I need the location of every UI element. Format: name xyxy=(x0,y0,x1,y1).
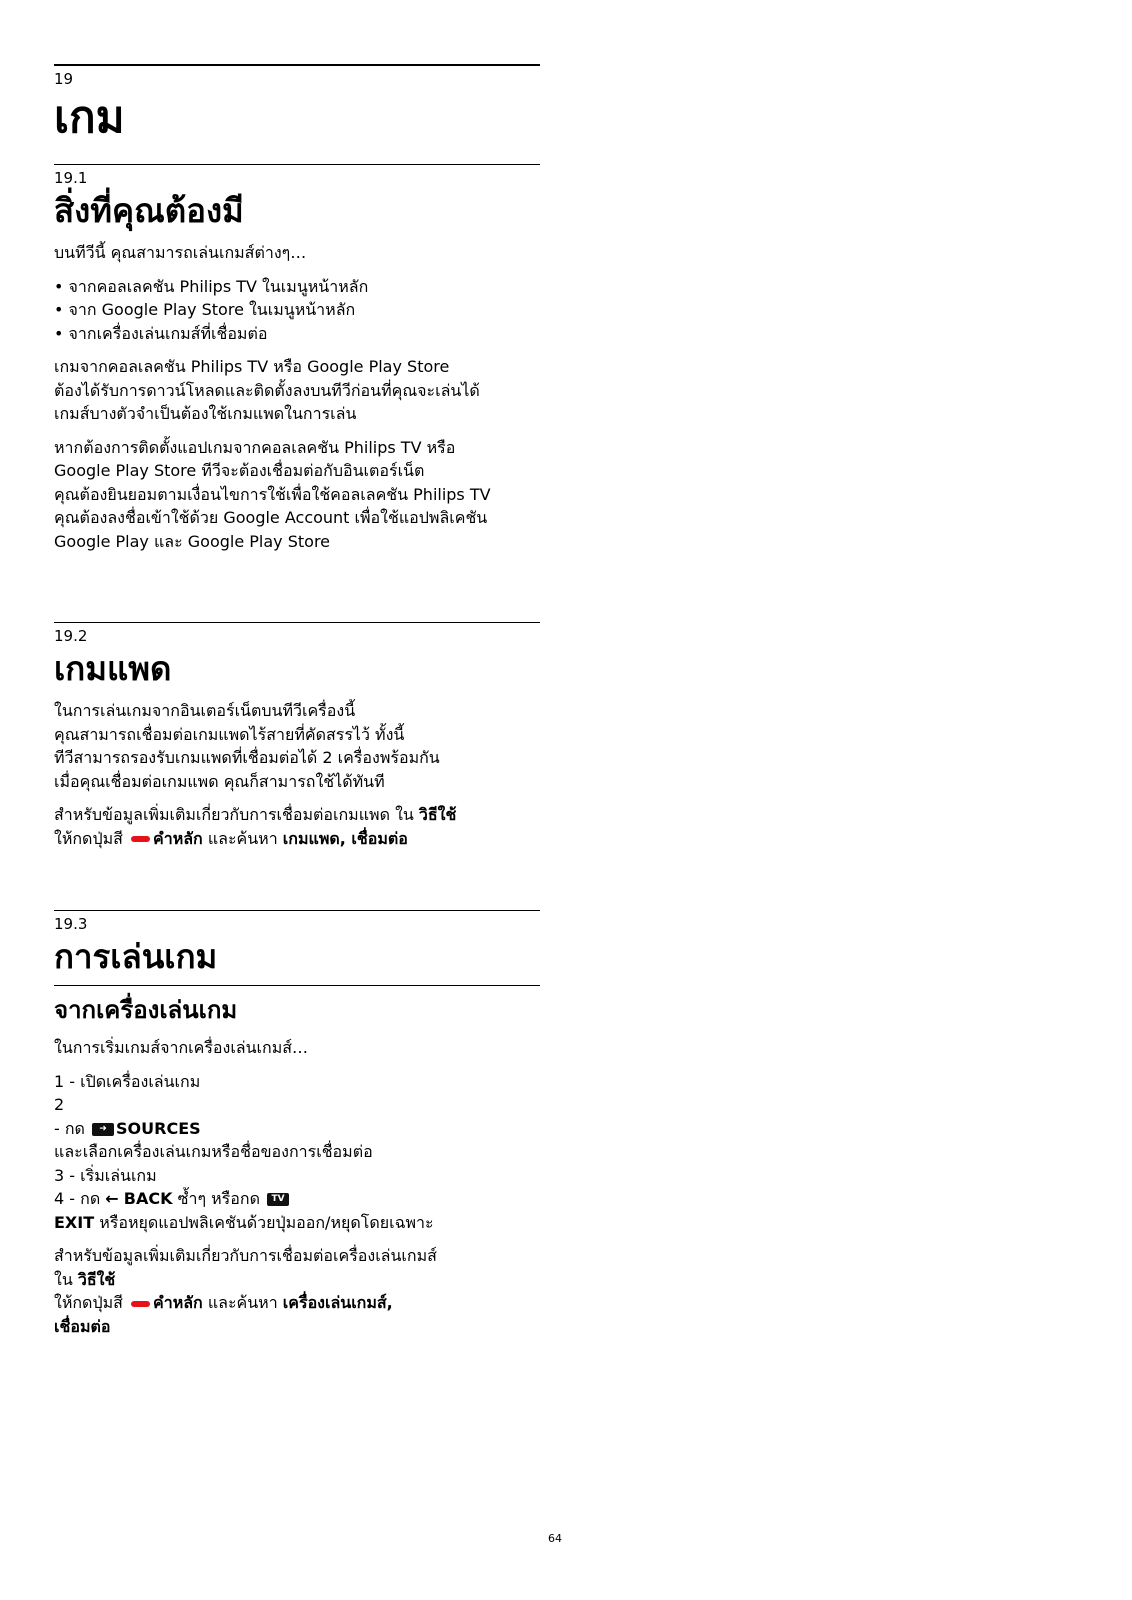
exit-key-label: EXIT xyxy=(54,1212,95,1232)
paragraph-line: คุณต้องยินยอมตามเงื่อนไขการใช้เพื่อใช้คอลเลคชัน Philips TV xyxy=(54,484,491,504)
help-line xyxy=(54,827,540,851)
step-text: 4 - กด xyxy=(54,1189,106,1208)
help-text: ให้กดปุ่มสี xyxy=(54,1293,128,1312)
back-key-label: BACK xyxy=(123,1189,173,1208)
intro-text: บนทีวีนี้ คุณสามารถเล่นเกมส์ต่างๆ… xyxy=(54,243,307,262)
list-item: • จาก Google Play Store ในเมนูหน้าหลัก xyxy=(54,300,356,319)
keyword-term: เชื่อมต่อ xyxy=(54,1316,111,1336)
help-line xyxy=(54,1291,540,1315)
section-number: 19.1 xyxy=(54,169,88,187)
step-text: - กด xyxy=(54,1118,91,1138)
back-arrow-icon: ← xyxy=(105,1189,119,1208)
section-title: การเล่นเกม xyxy=(54,937,218,976)
paragraph-line: ทีวีสามารถรองรับเกมแพดที่เชื่อมต่อได้ 2 เครื่องพร้อมกัน xyxy=(54,748,440,767)
page-number: 64 xyxy=(548,1532,562,1545)
help-text: ให้กดปุ่มสี xyxy=(54,828,128,848)
list-item: • จากเครื่องเล่นเกมส์ที่เชื่อมต่อ xyxy=(54,323,268,343)
section-19-3 xyxy=(54,910,540,1338)
section-title: เกมแพด xyxy=(54,649,172,688)
step-2-number: 2 xyxy=(54,1095,65,1114)
divider xyxy=(54,985,540,986)
section-19-2 xyxy=(54,622,540,850)
step-4-cont xyxy=(54,1211,540,1235)
step-1: 1 - เปิดเครื่องเล่นเกม xyxy=(54,1071,201,1091)
step-3: 3 - เริ่มเล่นเกม xyxy=(54,1165,157,1185)
help-line: สำหรับข้อมูลเพิ่มเติมเกี่ยวกับการเชื่อมต่อเครื่องเล่นเกมส์ xyxy=(54,1246,437,1265)
step-text: หรือหยุดแอปพลิเคชันด้วยปุ่มออก/หยุดโดยเฉพาะ xyxy=(94,1212,434,1232)
help-line xyxy=(54,1268,540,1292)
keyword-label: คำหลัก xyxy=(153,1293,203,1312)
divider xyxy=(54,164,540,165)
step-2-cont: และเลือกเครื่องเล่นเกมหรือชื่อของการเชื่อมต่อ xyxy=(54,1142,373,1161)
help-text: สำหรับข้อมูลเพิ่มเติมเกี่ยวกับการเชื่อมต่อเกมแพด ใน xyxy=(54,805,419,824)
red-key-icon xyxy=(131,836,150,842)
section-title: สิ่งที่คุณต้องมี xyxy=(54,191,244,230)
red-key-icon xyxy=(131,1301,150,1307)
paragraph-line: คุณสามารถเชื่อมต่อเกมแพดไร้สายที่คัดสรรไว้ ทั้งนี้ xyxy=(54,724,405,744)
tv-icon: TV xyxy=(267,1193,289,1206)
paragraph-line: เกมจากคอลเลคชัน Philips TV หรือ Google Play Store xyxy=(54,357,450,376)
step-4 xyxy=(54,1187,540,1211)
chapter-title: เกม xyxy=(54,92,125,143)
sources-icon: ➜ xyxy=(92,1123,114,1136)
paragraph-line: ในการเล่นเกมจากอินเตอร์เน็ตบนทีวีเครื่องนี้ xyxy=(54,701,356,720)
help-link[interactable]: วิธีใช้ xyxy=(418,805,457,824)
keyword-term: เครื่องเล่นเกมส์, xyxy=(282,1293,393,1312)
help-line xyxy=(54,803,540,827)
section-number: 19.2 xyxy=(54,627,88,645)
list-item: • จากคอลเลคชัน Philips TV ในเมนูหน้าหลัก xyxy=(54,276,369,296)
step-text: ซ้ำๆ หรือกด xyxy=(172,1189,266,1208)
paragraph-line: ต้องได้รับการดาวน์โหลดและติดตั้งลงบนทีวีก่อนที่คุณจะเล่นได้ xyxy=(54,380,480,400)
paragraph-line: คุณต้องลงชื่อเข้าใช้ด้วย Google Account เพื่อใช้แอปพลิเคชัน xyxy=(54,508,488,527)
paragraph-line: เกมส์บางตัวจำเป็นต้องใช้เกมแพดในการเล่น xyxy=(54,404,357,423)
section-19-1 xyxy=(54,164,540,553)
subsection-title: จากเครื่องเล่นเกม xyxy=(54,996,238,1024)
divider xyxy=(54,910,540,911)
paragraph-line: Google Play Store ทีวีจะต้องเชื่อมต่อกับอินเตอร์เน็ต xyxy=(54,461,425,480)
intro-text: ในการเริ่มเกมส์จากเครื่องเล่นเกมส์… xyxy=(54,1038,309,1057)
keyword-term: เกมแพด, เชื่อมต่อ xyxy=(282,828,408,848)
step-2 xyxy=(54,1117,540,1141)
paragraph-line: เมื่อคุณเชื่อมต่อเกมแพด คุณก็สามารถใช้ได้ทันที xyxy=(54,771,385,791)
divider xyxy=(54,64,540,66)
help-link[interactable]: วิธีใช้ xyxy=(77,1269,116,1289)
paragraph-line: Google Play และ Google Play Store xyxy=(54,531,331,551)
paragraph-line: หากต้องการติดตั้งแอปเกมจากคอลเลคชัน Philips TV หรือ xyxy=(54,437,456,457)
keyword-label: คำหลัก xyxy=(153,828,203,848)
divider xyxy=(54,622,540,623)
chapter-number: 19 xyxy=(54,70,74,88)
help-text: ใน xyxy=(54,1269,78,1289)
help-text: และค้นหา xyxy=(202,1293,283,1312)
section-number: 19.3 xyxy=(54,915,88,933)
sources-key-label: SOURCES xyxy=(116,1118,201,1138)
help-text: และค้นหา xyxy=(202,828,283,848)
chapter-header xyxy=(54,64,540,146)
